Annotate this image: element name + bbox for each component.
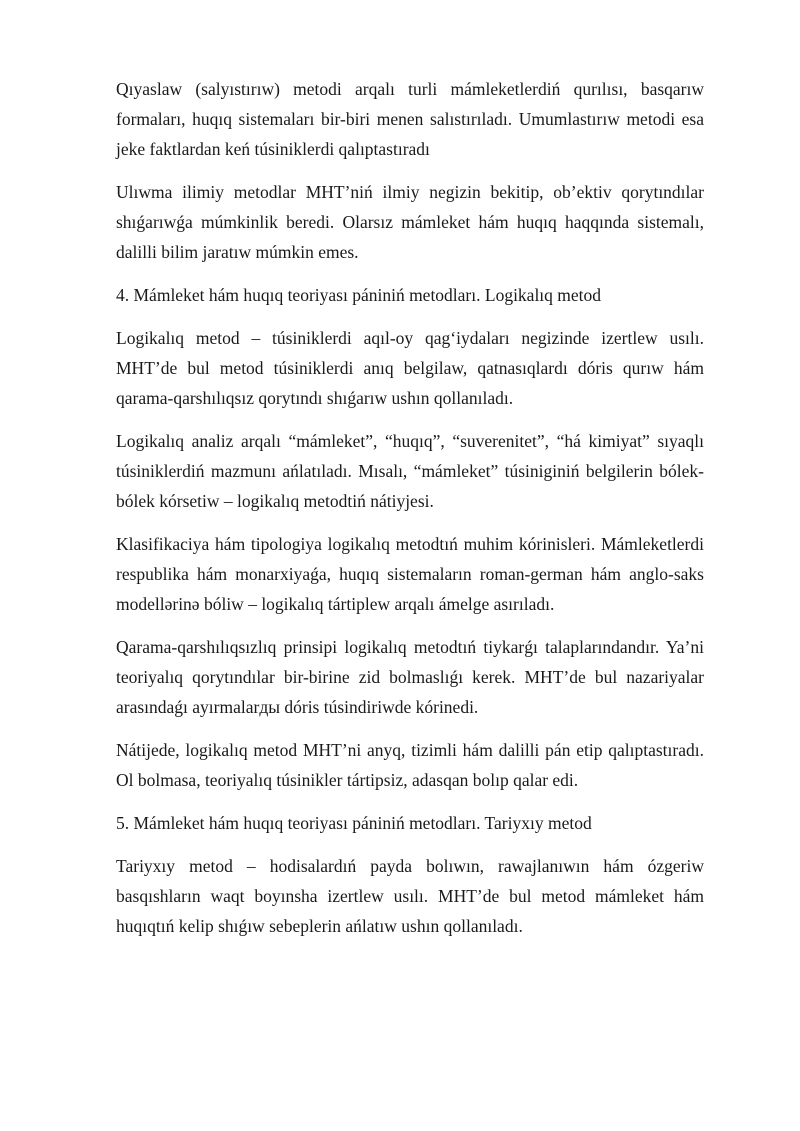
- paragraph-non-contradiction: Qarama-qarshılıqsızlıq prinsipi logikalıq metodtıń tiykarǵı talaplarındandır. Ya’ni teoriyalıq qorytındılar bir-birine zid bolmaslıǵı kerek. MHT’de bul nazariyalar arasındaǵı ayırmalarды dóris túsindiriwde kórinedi.: [116, 637, 704, 717]
- section-heading-historical-method: 5. Mámleket hám huqıq teoriyası pániniń metodları. Tariyxıy metod: [116, 813, 592, 833]
- paragraph-logical-method-result: Nátijede, logikalıq metod MHT’ni anyq, tizimli hám dalilli pán etip qalıptastıradı. Ol bolmasa, teoriyalıq túsinikler tártipsiz, adasqan bolıp qalar edi.: [116, 740, 704, 790]
- section-heading-logical-method: 4. Mámleket hám huqıq teoriyası pániniń metodları. Logikalıq metod: [116, 285, 602, 305]
- document-page: [116, 74, 704, 954]
- paragraph-logical-method-definition: Logikalıq metod – túsiniklerdi aqıl-oy qag‘iydaları negizinde izertlew usılı. MHT’de bul metod túsiniklerdi anıq belgilaw, qatnasıqlardı dóris qurıw hám qarama-qarshılıqsız qorytındı shıǵarıw ushın qollanıladı.: [116, 328, 704, 408]
- paragraph-historical-method-definition: Tariyxıy metod – hodisalardıń payda bolıwın, rawajlanıwın hám ózgeriw basqıshların waqt boyınsha izertlew usılı. MHT’de bul metod mámleket hám huqıqtıń kelip shıǵıw sebeplerin ańlatıw ushın qollanıladı.: [116, 856, 704, 936]
- paragraph-classification-typology: Klasifikaciya hám tipologiya logikalıq metodtıń muhim kórinisleri. Mámleketlerdi respublika hám monarxiyaǵa, huqıq sistemaların roman-german hám anglo-saks modellərinə bóliw – logikalıq tártiplew arqalı ámelge asırıladı.: [116, 534, 704, 614]
- paragraph-comparative-method: Qıyaslaw (salyıstırıw) metodi arqalı turli mámleketlerdiń qurılısı, basqarıw formaları, huqıq sistemaları bir-biri menen salıstırıladı. Umumlastırıw metodi esa jeke faktlardan keń túsiniklerdi qalıptastıradı: [116, 79, 704, 159]
- paragraph-logical-analysis: Logikalıq analiz arqalı “mámleket”, “huqıq”, “suverenitet”, “há kimiyat” sıyaqlı túsiniklerdiń mazmunı ańlatıladı. Mısalı, “mámleket” túsiniginiń belgilerin bólek-bólek kórsetiw – logikalıq metodtiń nátiyjesi.: [116, 431, 704, 511]
- paragraph-general-scientific-methods: Ulıwma ilimiy metodlar MHT’niń ilmiy negizin bekitip, ob’ektiv qorytındılar shıǵarıwǵa múmkinlik beredi. Olarsız mámleket hám huqıq haqqında sistemalı, dalilli bilim jaratıw múmkin emes.: [116, 182, 704, 262]
